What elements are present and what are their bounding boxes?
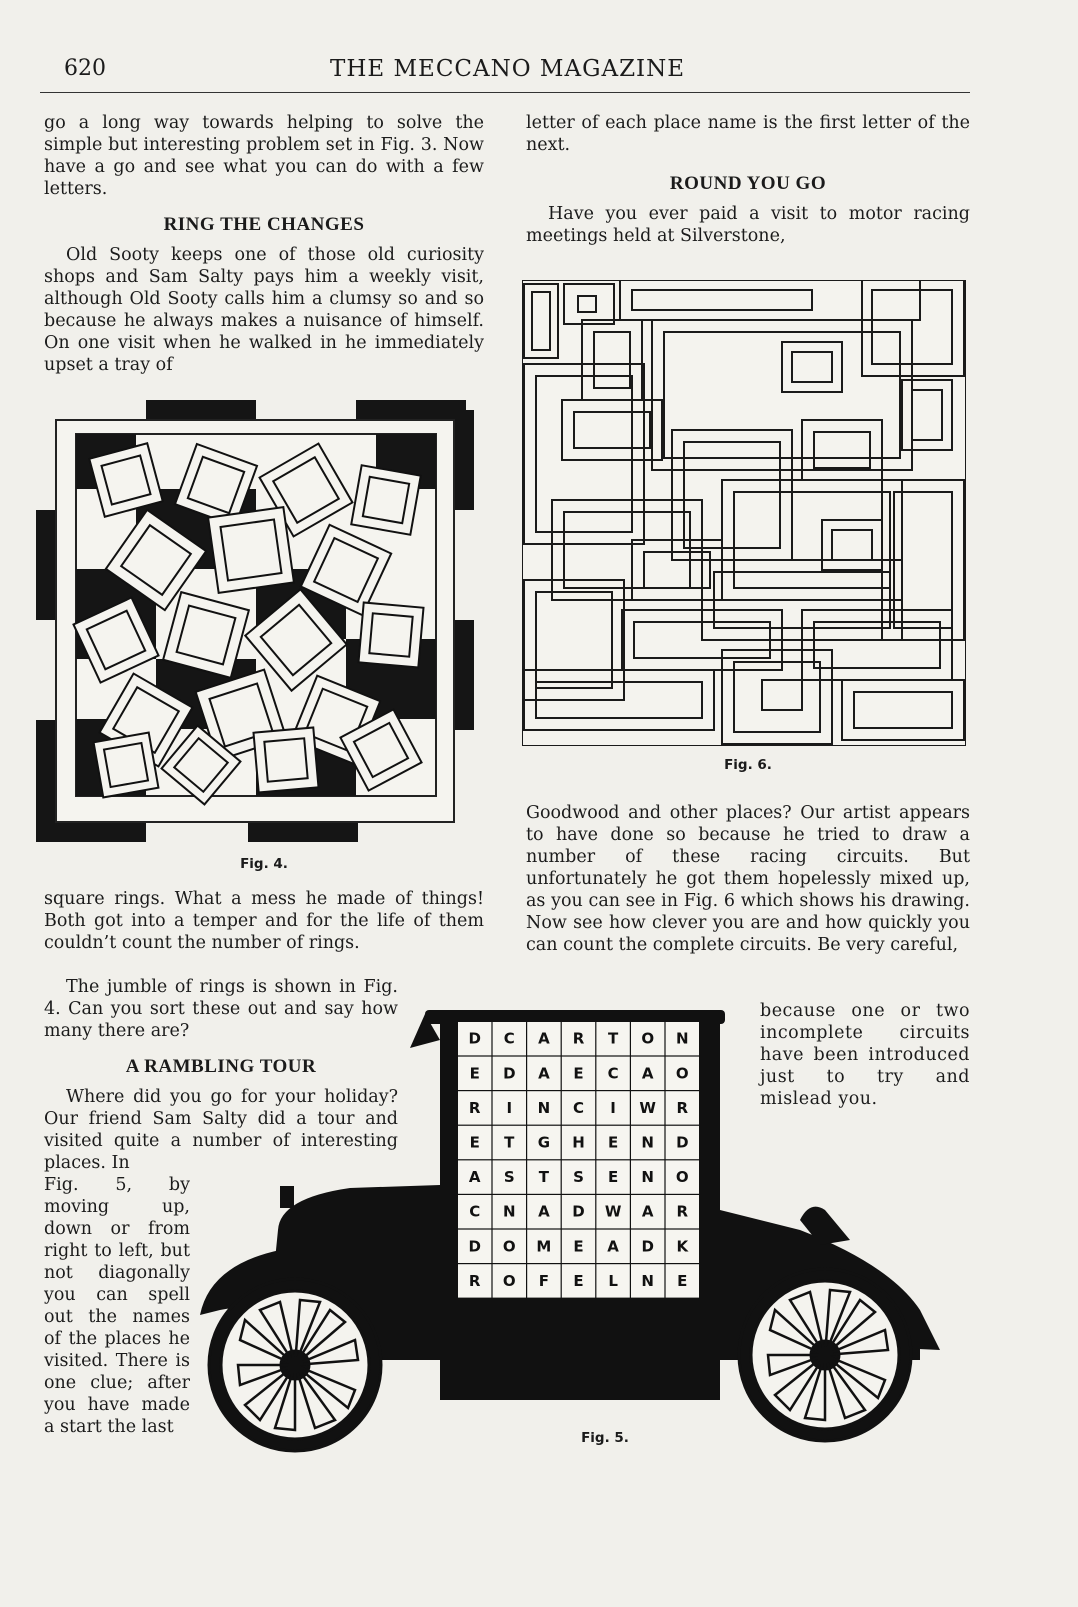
grid-letter: T [538,1168,550,1187]
grid-letter: W [604,1202,622,1221]
fig6-circuits-maze [522,280,966,746]
grid-letter: N [641,1133,654,1152]
grid-letter: S [573,1168,584,1187]
grid-letter: N [641,1168,654,1187]
grid-letter: R [468,1098,481,1117]
grid-letter: R [676,1098,689,1117]
grid-letter: T [607,1029,619,1048]
grid-letter: E [573,1237,584,1256]
grid-letter: R [572,1029,585,1048]
grid-letter: I [610,1098,616,1117]
grid-letter: D [468,1237,481,1256]
fig6-caption: Fig. 6. [724,757,772,773]
header-rule [40,92,970,93]
grid-letter: E [469,1133,480,1152]
grid-letter: L [608,1271,618,1290]
round-paragraph-1: Have you ever paid a visit to motor racing meetings held at Silverstone, [526,204,970,246]
round-heading: ROUND YOU GO [669,173,827,194]
grid-letter: D [641,1237,654,1256]
grid-letter: H [572,1133,585,1152]
grid-letter: I [506,1098,513,1117]
magazine-title: THE MECCANO MAGAZINE [330,56,686,82]
grid-letter: N [641,1271,654,1290]
tour-heading: A RAMBLING TOUR [125,1056,317,1077]
grid-letter: N [503,1202,516,1221]
grid-letter: C [503,1029,515,1048]
ring-heading: RING THE CHANGES [163,214,365,235]
grid-letter: O [502,1271,516,1290]
grid-letter: F [538,1271,550,1290]
ring-paragraph-2: square rings. What a mess he made of things! Both got into a temper and for the life of them couldn’t count the number of rings. [44,889,484,953]
grid-letter: D [572,1202,585,1221]
grid-letter: A [538,1202,550,1221]
fig4-caption: Fig. 4. [240,856,288,872]
grid-letter: K [676,1237,689,1256]
round-paragraph-3: because one or two incomplete circuits have been introduced just to try and mislead you. [760,1001,970,1109]
grid-letter: C [572,1098,585,1117]
fig5-car-word-grid [200,1010,970,1490]
intro-paragraph: go a long way towards helping to solve the simple but interesting problem set in Fig. 3. Now have a go and see what you can do with a few letters. [44,113,484,199]
grid-letter: A [641,1064,654,1083]
tour-paragraph-2: Fig. 5, by moving up, down or from right to left, but not diagonally you can spell out the names of the places he visited. There is one clue; after you have made a start the last [44,1175,190,1437]
grid-letter: R [676,1202,689,1221]
fig5-caption: Fig. 5. [581,1430,629,1446]
grid-letter: O [641,1029,655,1048]
grid-letter: D [468,1029,481,1048]
fig4-rings-illustration [36,400,476,842]
grid-letter: C [469,1202,481,1221]
ring-paragraph-1: Old Sooty keeps one of those old curiosity shops and Sam Salty pays him a weekly visit, although Old Sooty calls him a clumsy so and so because he always makes a nuisance of himself. On one visit when he walked in he immediately upset a tray of [44,245,484,375]
grid-letter: N [537,1098,551,1117]
grid-letter: A [641,1202,654,1221]
grid-letter: M [536,1237,552,1256]
grid-letter: A [538,1029,550,1048]
grid-letter: E [677,1271,688,1290]
tour-continued-paragraph: letter of each place name is the first letter of the next. [526,113,970,155]
grid-letter: E [469,1064,480,1083]
page-number: 620 [64,56,106,81]
tour-paragraph-1: Where did you go for your holiday? Our friend Sam Salty did a tour and visited quite a number of interesting places. In [44,1087,398,1173]
grid-letter: N [676,1029,689,1048]
grid-letter: D [676,1133,689,1152]
grid-letter: E [573,1064,584,1083]
round-paragraph-2: Goodwood and other places? Our artist appears to have done so because he tried to draw a number of these racing circuits. But unfortunately he got them hopelessly mixed up, as you can see in Fig. 6 which shows his drawing. Now see how clever you are and how quickly you can count the complete circuits. Be very careful, [526,803,970,955]
grid-letter: A [538,1064,550,1083]
grid-letter: T [504,1133,515,1152]
grid-letter: G [537,1133,551,1152]
grid-letter: R [468,1271,481,1290]
grid-letter: W [639,1098,656,1117]
grid-letter: A [468,1168,481,1187]
grid-letter: E [607,1133,619,1152]
ring-paragraph-3: The jumble of rings is shown in Fig. 4. Can you sort these out and say how many there are? [44,977,398,1041]
grid-letter: A [607,1237,619,1256]
grid-letter: O [502,1237,516,1256]
grid-letter: O [675,1168,689,1187]
grid-letter: E [607,1168,619,1187]
grid-letter: O [675,1064,689,1083]
grid-letter: C [607,1064,619,1083]
grid-letter: E [573,1271,584,1290]
grid-letter: D [503,1064,516,1083]
grid-letter: S [503,1168,515,1187]
